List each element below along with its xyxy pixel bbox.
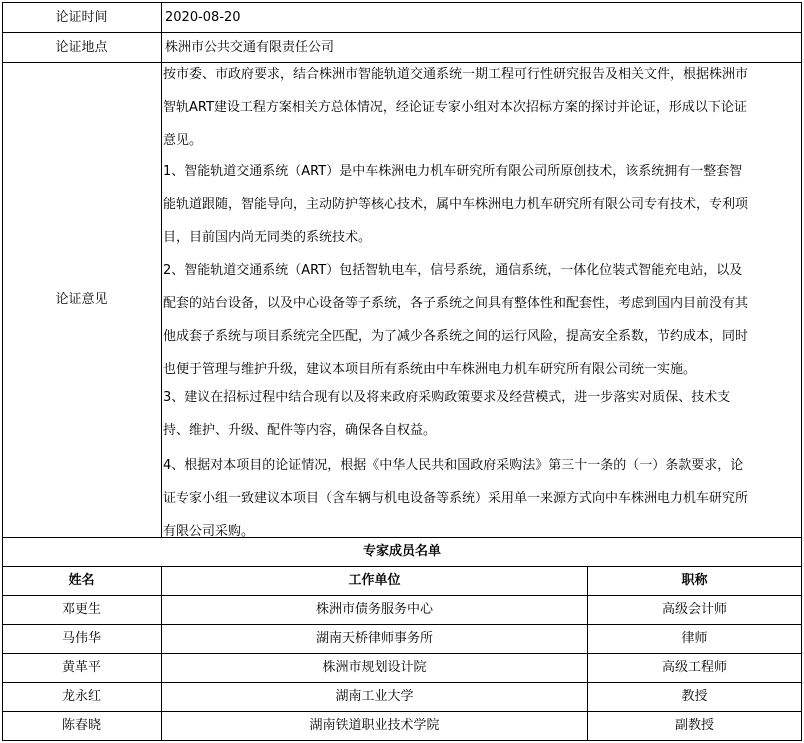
row-divider [2,682,802,683]
expert-workplace: 湖南工业大学 [335,689,414,704]
header-title: 职称 [681,573,708,588]
expert-name: 黄革平 [61,660,101,675]
expert-title: 副教授 [674,718,714,733]
expert-workplace: 株洲市规划设计院 [322,660,427,675]
row-divider [2,595,802,596]
header-workplace: 工作单位 [348,573,401,588]
table-border-bottom [2,740,802,741]
expert-title: 教授 [681,689,708,704]
row-divider [2,653,802,654]
expert-workplace: 湖南铁道职业技术学院 [309,718,440,733]
expert-name: 邓更生 [61,602,101,617]
expert-list-title: 专家成员名单 [362,544,441,559]
opinion-paragraph: 4、根据对本项目的论证情况，根据《中华人民共和国政府采购法》第三十一条的（一）条款要求，论 证专家小组一致建议本项目（含车辆与机电设备等系统）采用单一来源方式向中车株洲电力机车研究所 有限公司采购。 [163,458,749,539]
row-divider [2,32,802,33]
label-column-divider [161,2,162,537]
location-value: 株洲市公共交通有限责任公司 [165,40,335,55]
opinion-paragraph: 3、建议在招标过程中结合现有以及将来政府采购政策要求及经营模式，进一步落实对质保、技术支 持、维护、升级、配件等内容，确保各自权益。 [163,390,731,438]
date-value: 2020-08-20 [165,10,241,25]
header-name: 姓名 [68,573,95,588]
expert-title: 律师 [681,631,708,646]
expert-title: 高级会计师 [661,602,727,617]
table-border-top [2,2,802,3]
table-border-right [801,2,802,741]
expert-workplace: 湖南天桥律师事务所 [315,631,433,646]
date-label: 论证时间 [55,10,108,25]
expert-name: 马伟华 [61,631,101,646]
opinion-paragraph: 1、智能轨道交通系统（ART）是中车株洲电力机车研究所有限公司所原创技术，该系统拥有一整套智 能轨道跟随，智能导向，主动防护等核心技术，属中车株洲电力机车研究所有限公司专有技术，专利项 目，目前国内尚无同类的系统技术。 [163,164,749,245]
opinion-paragraph: 按市委、市政府要求，结合株洲市智能轨道交通系统一期工程可行性研究报告及相关文件，根据株洲市 智轨ART建设工程方案相关方总体情况，经论证专家小组对本次招标方案的探讨并论证，形成以下论证 意见。 [163,67,749,148]
name-column-divider [161,566,162,741]
row-divider [2,624,802,625]
expert-name: 陈春晓 [61,718,101,733]
expert-workplace: 株洲市债务服务中心 [315,602,433,617]
row-divider [2,711,802,712]
expert-title: 高级工程师 [661,660,727,675]
location-label: 论证地点 [55,40,108,55]
row-divider [2,566,802,567]
opinion-paragraph: 2、智能轨道交通系统（ART）包括智轨电车，信号系统，通信系统，一体化位装式智能充电站，以及 配套的站台设备，以及中心设备等子系统，各子系统之间具有整体性和配套性，考虑到国内目前没有其 他成套子系统与项目系统完全匹配，为了减少各系统之间的运行风险，提高安全系数，节约成本，同时 也便于管理与维护升级，建议本项目所有系统由中车株洲电力机车研究所有限公司统一实施。 [163,263,749,377]
opinion-label: 论证意见 [55,292,108,307]
expert-name: 龙永红 [61,689,101,704]
title-column-divider [587,566,588,741]
